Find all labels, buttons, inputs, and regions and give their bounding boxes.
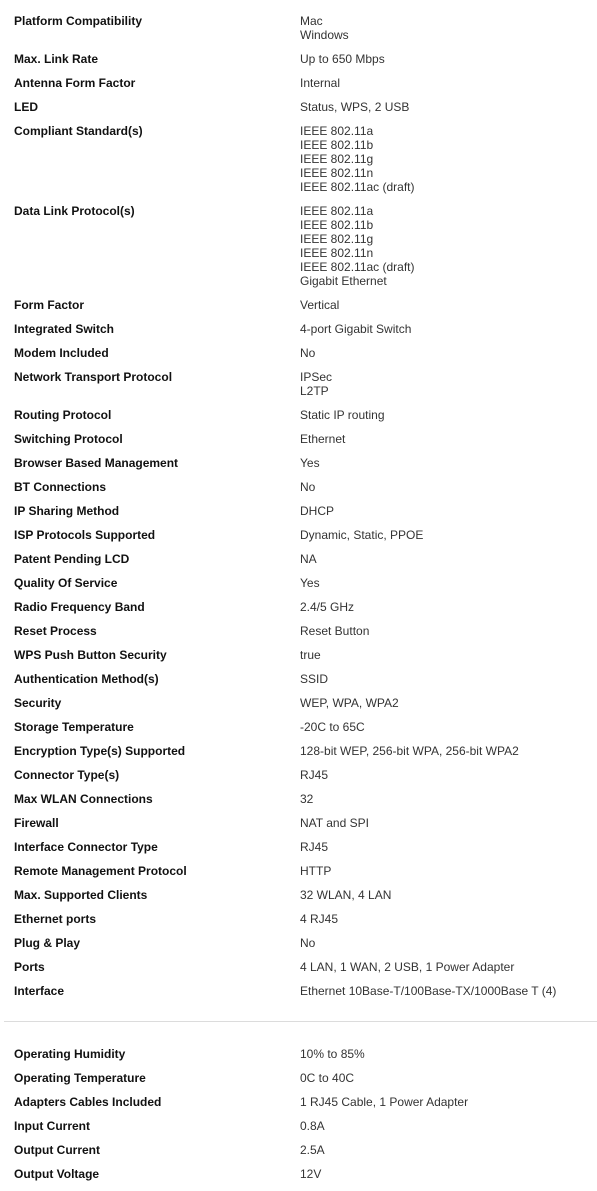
spec-value-group <box>300 204 415 288</box>
spec-label: Modem Included <box>14 346 109 360</box>
spec-label: Radio Frequency Band <box>14 600 145 614</box>
spec-row-ethernet-ports <box>0 912 597 936</box>
spec-value: Reset Button <box>300 624 370 638</box>
spec-value-group <box>300 456 320 470</box>
spec-value: Internal <box>300 76 341 90</box>
spec-row-switching-protocol <box>0 432 597 456</box>
spec-label: BT Connections <box>14 480 106 494</box>
spec-value: 32 WLAN, 4 LAN <box>300 888 392 902</box>
spec-row-storage-temperature <box>0 720 597 744</box>
spec-value: Status, WPS, 2 USB <box>300 100 410 114</box>
spec-value: Gigabit Ethernet <box>300 274 387 288</box>
spec-value: SSID <box>300 672 329 686</box>
spec-value: No <box>300 480 316 494</box>
spec-value: Static IP routing <box>300 408 385 422</box>
spec-label: Interface Connector Type <box>14 840 158 854</box>
spec-label: Remote Management Protocol <box>14 864 187 878</box>
spec-value-group <box>300 298 339 312</box>
spec-value: No <box>300 936 316 950</box>
spec-row-connector-type-s <box>0 768 597 792</box>
spec-value-group <box>300 432 345 446</box>
spec-label: Authentication Method(s) <box>14 672 159 686</box>
spec-label: Antenna Form Factor <box>14 76 136 90</box>
spec-value: IEEE 802.11n <box>300 246 374 260</box>
spec-value: 32 <box>300 792 314 806</box>
spec-value: 4 RJ45 <box>300 912 339 926</box>
spec-value-group <box>300 504 334 518</box>
spec-label: Reset Process <box>14 624 97 638</box>
spec-value-group <box>300 912 338 926</box>
spec-label: LED <box>14 100 38 114</box>
spec-label: Security <box>14 696 62 710</box>
spec-value: IEEE 802.11b <box>300 218 374 232</box>
spec-value: Mac <box>300 14 323 28</box>
spec-value: 128-bit WEP, 256-bit WPA, 256-bit WPA2 <box>300 744 519 758</box>
spec-label: Quality Of Service <box>14 576 118 590</box>
spec-value-group <box>300 768 328 782</box>
spec-value: 2.5A <box>300 1143 325 1157</box>
spec-row-firewall <box>0 816 597 840</box>
spec-value: WEP, WPA, WPA2 <box>300 696 399 710</box>
spec-row-operating-humidity <box>0 1047 597 1071</box>
spec-value-group <box>300 792 313 806</box>
spec-value: Ethernet 10Base-T/100Base-TX/1000Base T (4) <box>300 984 557 998</box>
spec-label: Ports <box>14 960 45 974</box>
spec-value-group <box>300 346 315 360</box>
spec-value: IEEE 802.11g <box>300 152 374 166</box>
spec-row-interface-connector-type <box>0 840 597 864</box>
spec-row-patent-pending-lcd <box>0 552 597 576</box>
spec-value-group <box>300 100 409 114</box>
spec-row-operating-temperature <box>0 1071 597 1095</box>
spec-label: Operating Temperature <box>14 1071 146 1085</box>
spec-row-plug-play <box>0 936 597 960</box>
spec-value: NA <box>300 552 317 566</box>
spec-row-interface <box>0 984 597 1008</box>
spec-label: Input Current <box>14 1119 90 1133</box>
spec-label: Encryption Type(s) Supported <box>14 744 186 758</box>
spec-value: Yes <box>300 576 320 590</box>
spec-value-group <box>300 1047 365 1061</box>
spec-row-data-link-protocol-s <box>0 204 597 298</box>
spec-row-output-current <box>0 1143 597 1167</box>
spec-value: IEEE 802.11a <box>300 124 374 138</box>
spec-label: ISP Protocols Supported <box>14 528 156 542</box>
spec-value-group <box>300 672 328 686</box>
spec-row-max-link-rate <box>0 52 597 76</box>
spec-row-compliant-standard-s <box>0 124 597 204</box>
spec-label: Compliant Standard(s) <box>14 124 143 138</box>
spec-label: Output Current <box>14 1143 100 1157</box>
spec-value-group <box>300 14 349 42</box>
spec-value: 0C to 40C <box>300 1071 355 1085</box>
spec-label: Routing Protocol <box>14 408 112 422</box>
spec-value: 4-port Gigabit Switch <box>300 322 412 336</box>
spec-value-group <box>300 600 354 614</box>
spec-label: Switching Protocol <box>14 432 123 446</box>
spec-row-ip-sharing-method <box>0 504 597 528</box>
spec-value: Dynamic, Static, PPOE <box>300 528 424 542</box>
spec-value: -20C to 65C <box>300 720 365 734</box>
spec-row-authentication-method-s <box>0 672 597 696</box>
spec-value: Up to 650 Mbps <box>300 52 385 66</box>
spec-value-group <box>300 1119 325 1133</box>
spec-label: Output Voltage <box>14 1167 100 1181</box>
spec-value-group <box>300 864 331 878</box>
spec-row-platform-compatibility <box>0 14 597 52</box>
spec-value-group <box>300 1143 325 1157</box>
spec-label: Platform Compatibility <box>14 14 143 28</box>
spec-value-group <box>300 816 369 830</box>
spec-value-group <box>300 1071 354 1085</box>
spec-value-group <box>300 840 328 854</box>
spec-value-group <box>300 528 423 542</box>
spec-value: Ethernet <box>300 432 346 446</box>
spec-row-antenna-form-factor <box>0 76 597 100</box>
spec-label: Plug & Play <box>14 936 81 950</box>
spec-value-group <box>300 480 315 494</box>
spec-row-remote-management-protocol <box>0 864 597 888</box>
spec-label: Network Transport Protocol <box>14 370 173 384</box>
spec-row-encryption-type-s-supported <box>0 744 597 768</box>
spec-label: Patent Pending LCD <box>14 552 130 566</box>
spec-row-network-transport-protocol <box>0 370 597 408</box>
spec-label: Firewall <box>14 816 59 830</box>
spec-value: IEEE 802.11ac (draft) <box>300 180 415 194</box>
spec-label: Max. Link Rate <box>14 52 99 66</box>
spec-value-group <box>300 52 385 66</box>
spec-label: Interface <box>14 984 65 998</box>
spec-row-bt-connections <box>0 480 597 504</box>
spec-value-group <box>300 720 365 734</box>
spec-value: HTTP <box>300 864 332 878</box>
spec-value: 4 LAN, 1 WAN, 2 USB, 1 Power Adapter <box>300 960 515 974</box>
spec-label: Browser Based Management <box>14 456 179 470</box>
spec-label: WPS Push Button Security <box>14 648 167 662</box>
spec-value: 10% to 85% <box>300 1047 365 1061</box>
spec-value-group <box>300 1167 321 1181</box>
spec-label: Operating Humidity <box>14 1047 126 1061</box>
spec-label: IP Sharing Method <box>14 504 120 518</box>
spec-row-max-supported-clients <box>0 888 597 912</box>
spec-value-group <box>300 1095 468 1109</box>
spec-row-integrated-switch <box>0 322 597 346</box>
spec-label: Integrated Switch <box>14 322 115 336</box>
spec-value: DHCP <box>300 504 335 518</box>
spec-value: IEEE 802.11b <box>300 138 374 152</box>
spec-row-modem-included <box>0 346 597 370</box>
spec-row-isp-protocols-supported <box>0 528 597 552</box>
spec-value: Windows <box>300 28 349 42</box>
spec-row-radio-frequency-band <box>0 600 597 624</box>
spec-value: IEEE 802.11g <box>300 232 374 246</box>
spec-value: IPSec <box>300 370 333 384</box>
spec-value: 12V <box>300 1167 322 1181</box>
spec-row-output-voltage <box>0 1167 597 1191</box>
spec-value-group <box>300 696 399 710</box>
spec-value: 0.8A <box>300 1119 325 1133</box>
spec-value-group <box>300 322 411 336</box>
spec-value: 2.4/5 GHz <box>300 600 355 614</box>
spec-value: L2TP <box>300 384 329 398</box>
spec-row-security <box>0 696 597 720</box>
spec-value: RJ45 <box>300 840 329 854</box>
spec-value: IEEE 802.11ac (draft) <box>300 260 415 274</box>
spec-value: RJ45 <box>300 768 329 782</box>
spec-label: Max. Supported Clients <box>14 888 148 902</box>
spec-label: Max WLAN Connections <box>14 792 153 806</box>
spec-label: Form Factor <box>14 298 85 312</box>
spec-row-led <box>0 100 597 124</box>
spec-value-group <box>300 648 321 662</box>
spec-label: Connector Type(s) <box>14 768 120 782</box>
spec-row-form-factor <box>0 298 597 322</box>
spec-value-group <box>300 624 369 638</box>
spec-value: Yes <box>300 456 320 470</box>
spec-label: Ethernet ports <box>14 912 97 926</box>
spec-label: Data Link Protocol(s) <box>14 204 135 218</box>
spec-row-adapters-cables-included <box>0 1095 597 1119</box>
spec-label: Adapters Cables Included <box>14 1095 162 1109</box>
spec-value: IEEE 802.11n <box>300 166 374 180</box>
spec-value-group <box>300 552 317 566</box>
spec-value-group <box>300 984 556 998</box>
spec-value-group <box>300 76 340 90</box>
spec-value: Vertical <box>300 298 340 312</box>
spec-section-power <box>0 1022 597 1191</box>
spec-row-browser-based-management <box>0 456 597 480</box>
spec-value: No <box>300 346 316 360</box>
spec-value: true <box>300 648 321 662</box>
spec-value-group <box>300 744 519 758</box>
spec-row-wps-push-button-security <box>0 648 597 672</box>
spec-row-reset-process <box>0 624 597 648</box>
spec-label: Storage Temperature <box>14 720 134 734</box>
spec-value-group <box>300 576 320 590</box>
spec-value-group <box>300 408 385 422</box>
spec-value: 1 RJ45 Cable, 1 Power Adapter <box>300 1095 469 1109</box>
spec-value-group <box>300 960 514 974</box>
spec-value: NAT and SPI <box>300 816 369 830</box>
spec-value-group <box>300 888 391 902</box>
spec-value-group <box>300 124 415 194</box>
spec-row-routing-protocol <box>0 408 597 432</box>
spec-value-group <box>300 936 315 950</box>
spec-row-input-current <box>0 1119 597 1143</box>
spec-value: IEEE 802.11a <box>300 204 374 218</box>
spec-row-ports <box>0 960 597 984</box>
spec-value-group <box>300 370 332 398</box>
spec-row-quality-of-service <box>0 576 597 600</box>
spec-row-max-wlan-connections <box>0 792 597 816</box>
